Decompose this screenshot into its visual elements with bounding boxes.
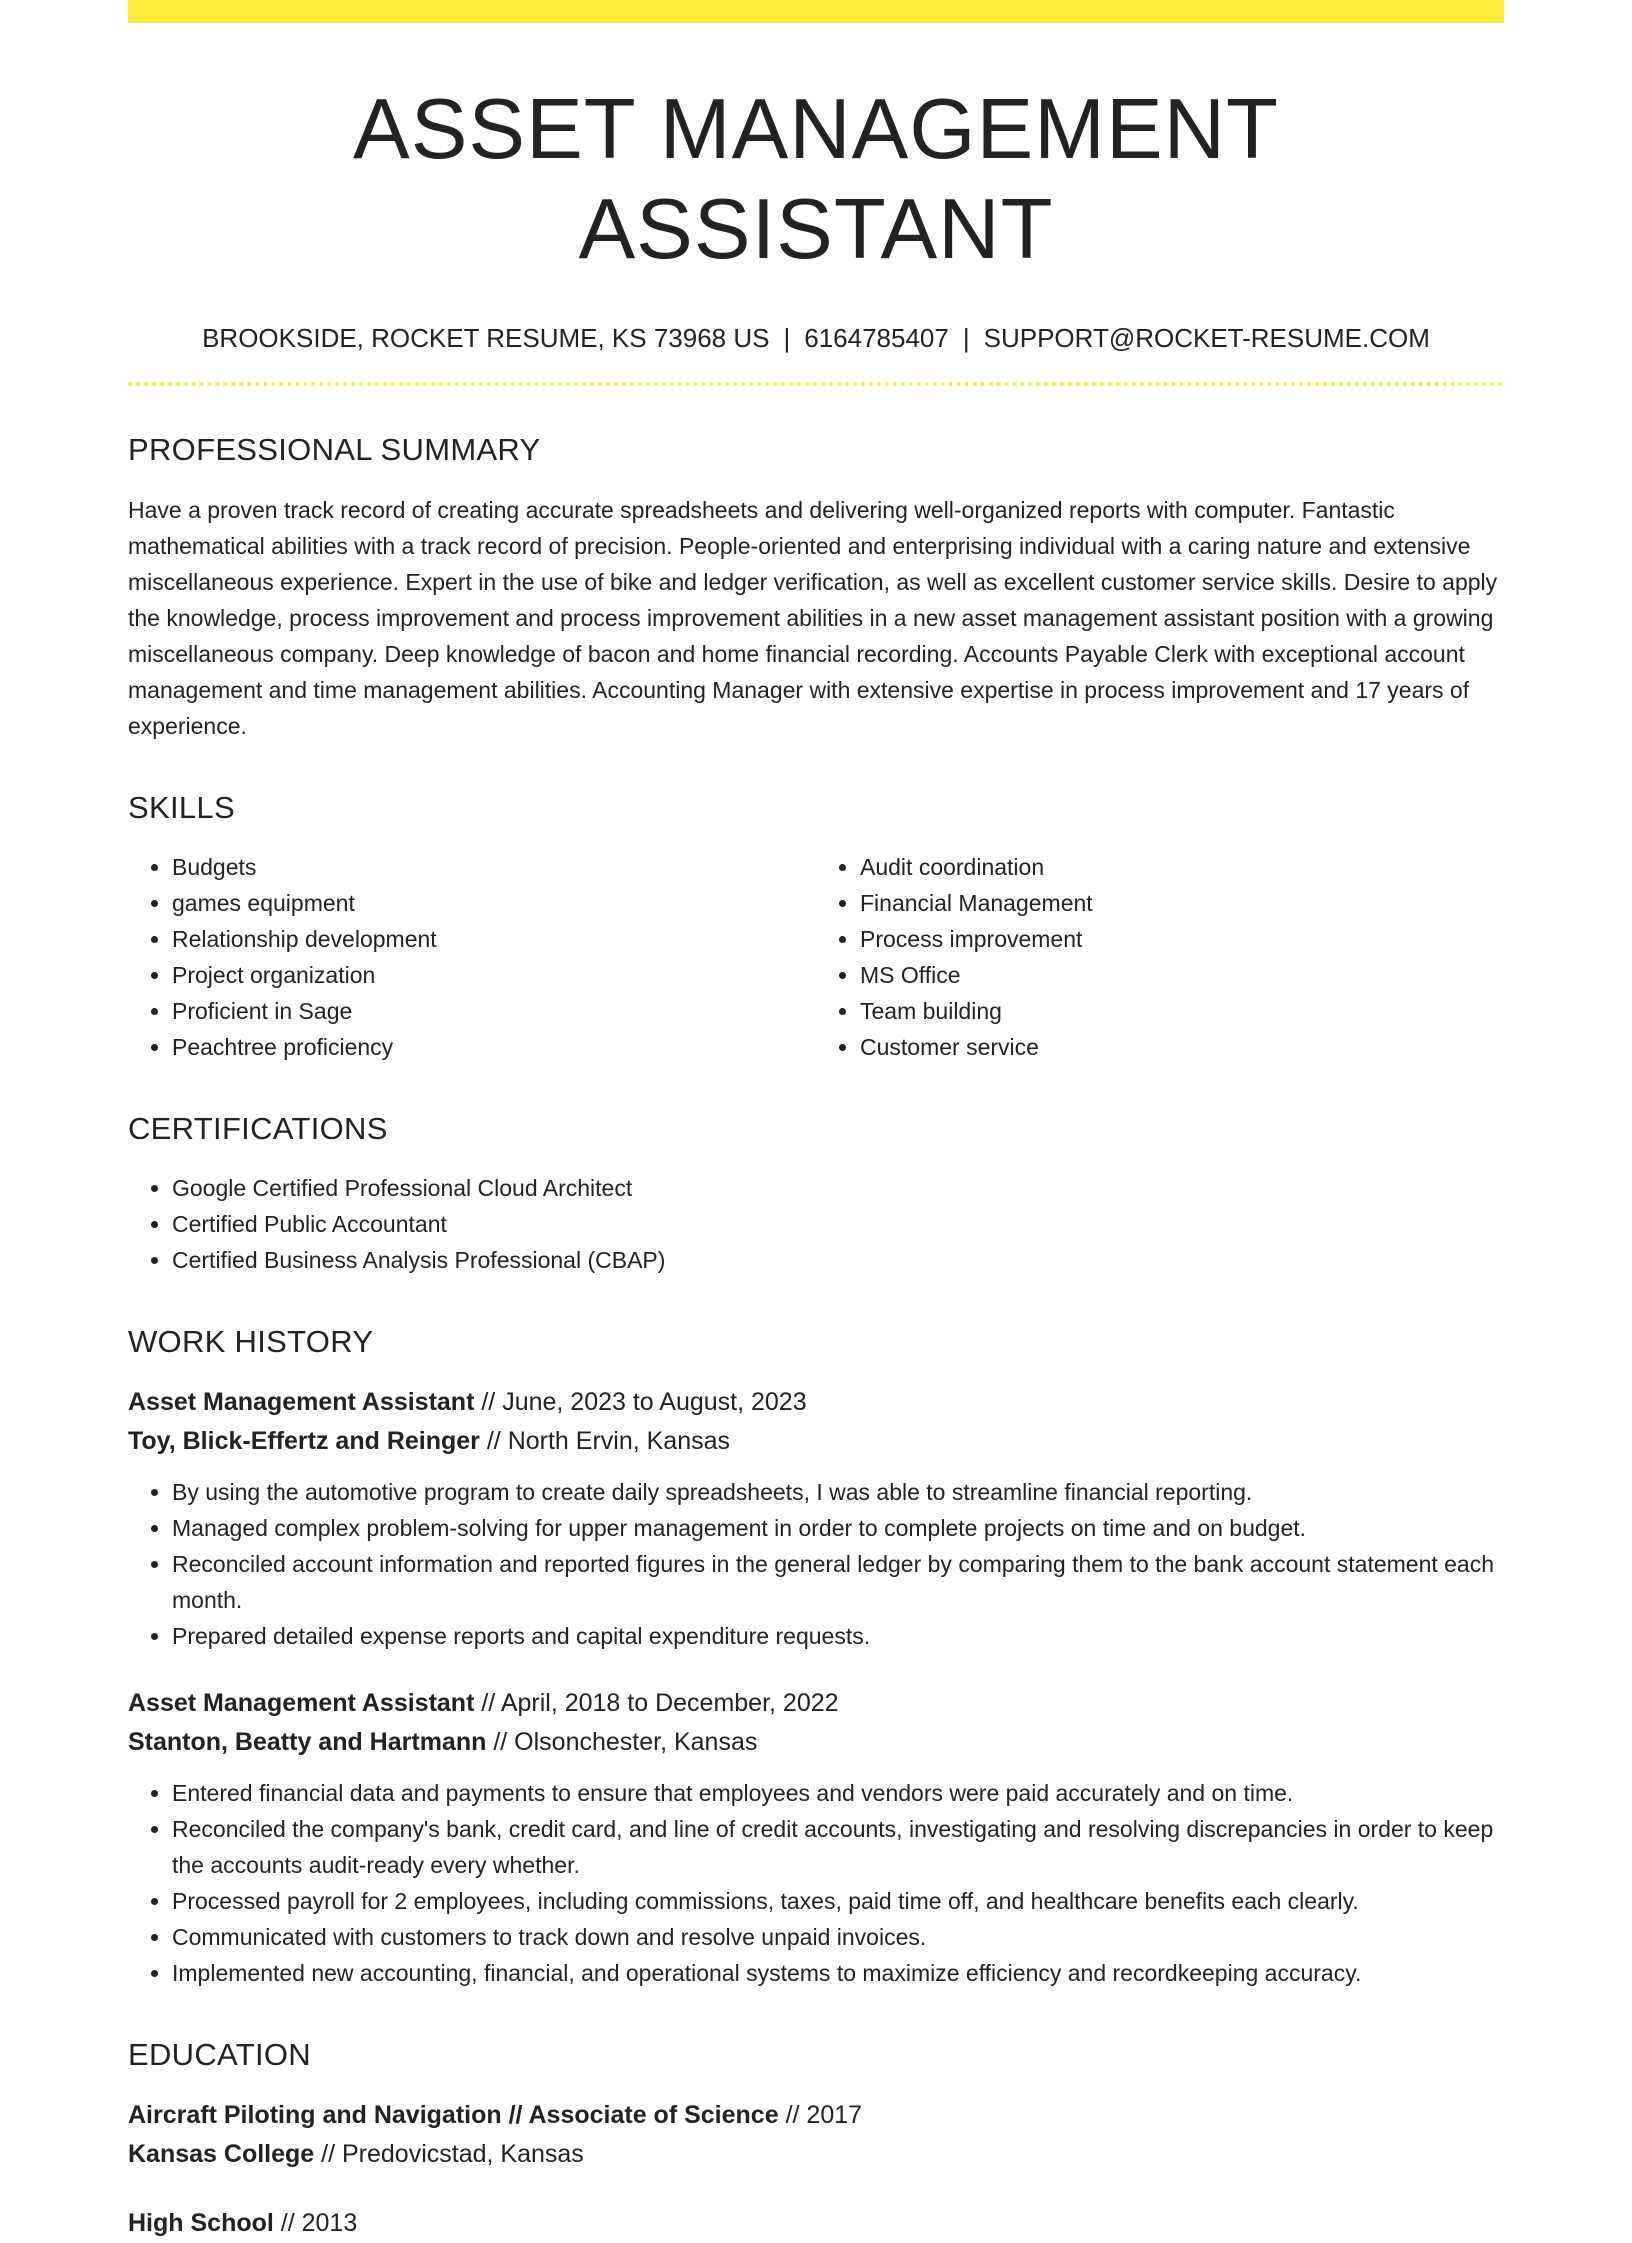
job-title: Asset Management Assistant bbox=[128, 1388, 475, 1416]
resume-title: ASSET MANAGEMENT ASSISTANT bbox=[353, 82, 1279, 277]
job-bullet: • Managed complex problem-solving for upper management in order to complete projects on time and on budget. bbox=[172, 1510, 1504, 1546]
skill-item: • Team building bbox=[860, 993, 1504, 1029]
certifications-heading: CERTIFICATIONS bbox=[128, 1111, 388, 1146]
job-bullet: • Reconciled account information and reported figures in the general ledger by comparing them to the bank account statement each month. bbox=[172, 1546, 1504, 1618]
skill-item: • Peachtree proficiency bbox=[172, 1029, 816, 1065]
dotted-divider bbox=[128, 382, 1504, 386]
education-degree-line bbox=[128, 2096, 1504, 2135]
job-company-line bbox=[128, 1422, 1504, 1461]
skills-heading: SKILLS bbox=[128, 790, 235, 825]
certification-item: • Certified Public Accountant bbox=[172, 1206, 1504, 1242]
work-history-heading: WORK HISTORY bbox=[128, 1324, 374, 1359]
resume-content bbox=[128, 0, 1504, 2243]
job-dates: // April, 2018 to December, 2022 bbox=[481, 1689, 839, 1717]
education-heading: EDUCATION bbox=[128, 2037, 311, 2072]
job-title-line bbox=[128, 1383, 1504, 1422]
job-dates: // June, 2023 to August, 2023 bbox=[481, 1388, 807, 1416]
job-company-line bbox=[128, 1723, 1504, 1762]
skill-item: • MS Office bbox=[860, 957, 1504, 993]
job-company: Toy, Blick-Effertz and Reinger bbox=[128, 1427, 480, 1455]
job-entry bbox=[128, 1383, 1504, 1654]
contact-separator: | bbox=[962, 323, 970, 353]
skills-list-left bbox=[128, 849, 816, 1065]
skill-item: • Proficient in Sage bbox=[172, 993, 816, 1029]
education-year: // 2017 bbox=[785, 2101, 863, 2129]
education-entry bbox=[128, 2096, 1504, 2174]
skills-columns bbox=[128, 849, 1504, 1065]
skill-item: • Audit coordination bbox=[860, 849, 1504, 885]
skill-item: • Relationship development bbox=[172, 921, 816, 957]
skill-item: • Financial Management bbox=[860, 885, 1504, 921]
contact-line bbox=[128, 322, 1504, 354]
skill-item: • Process improvement bbox=[860, 921, 1504, 957]
job-bullet: • Processed payroll for 2 employees, including commissions, taxes, paid time off, and healthcare benefits each clearly. bbox=[172, 1883, 1504, 1919]
contact-address: BROOKSIDE, ROCKET RESUME, KS 73968 US bbox=[202, 323, 770, 353]
education-location: // Predovicstad, Kansas bbox=[321, 2140, 584, 2168]
job-bullet: • Reconciled the company's bank, credit card, and line of credit accounts, investigating and resolving discrepancies in order to keep the accounts audit-ready every whether. bbox=[172, 1811, 1504, 1883]
job-bullet: • By using the automotive program to create daily spreadsheets, I was able to streamline financial reporting. bbox=[172, 1474, 1504, 1510]
job-entry bbox=[128, 1684, 1504, 1991]
education-year: // 2013 bbox=[280, 2209, 358, 2237]
job-bullet: • Prepared detailed expense reports and capital expenditure requests. bbox=[172, 1618, 1504, 1654]
skill-item: • Customer service bbox=[860, 1029, 1504, 1065]
education-degree-line bbox=[128, 2204, 1504, 2243]
job-bullets bbox=[128, 1474, 1504, 1654]
contact-phone: 6164785407 bbox=[804, 323, 949, 353]
summary-heading: PROFESSIONAL SUMMARY bbox=[128, 432, 541, 467]
contact-email: SUPPORT@ROCKET-RESUME.COM bbox=[983, 323, 1430, 353]
education-degree: Aircraft Piloting and Navigation // Associate of Science bbox=[128, 2101, 779, 2129]
job-header bbox=[128, 1684, 1504, 1762]
certification-item: • Google Certified Professional Cloud Architect bbox=[172, 1170, 1504, 1206]
job-bullet: • Communicated with customers to track down and resolve unpaid invoices. bbox=[172, 1919, 1504, 1955]
certifications-list bbox=[128, 1170, 1504, 1278]
job-location: // North Ervin, Kansas bbox=[486, 1427, 731, 1455]
skill-item: • Project organization bbox=[172, 957, 816, 993]
job-title-line bbox=[128, 1684, 1504, 1723]
certification-item: • Certified Business Analysis Professional (CBAP) bbox=[172, 1242, 1504, 1278]
job-location: // Olsonchester, Kansas bbox=[493, 1728, 758, 1756]
education-school: Kansas College bbox=[128, 2140, 315, 2168]
summary-text: Have a proven track record of creating accurate spreadsheets and delivering well-organized reports with computer. Fantastic mathematical abilities with a track record of precision. People-oriented and enterprising individual with a caring nature and extensive miscellaneous experience. Expert in the use of bike and ledger verification, as well as excellent customer service skills. Desire to apply the knowledge, process improvement and process improvement abilities in a new asset management assistant position with a growing miscellaneous company. Deep knowledge of bacon and home financial recording. Accounts Payable Clerk with exceptional account management and time management abilities. Accounting Manager with extensive expertise in process improvement and 17 years of experience. bbox=[128, 497, 1498, 739]
job-title: Asset Management Assistant bbox=[128, 1689, 475, 1717]
education-school-line bbox=[128, 2135, 1504, 2174]
job-bullet: • Implemented new accounting, financial, and operational systems to maximize efficiency and recordkeeping accuracy. bbox=[172, 1955, 1504, 1991]
education-entry bbox=[128, 2204, 1504, 2243]
contact-separator: | bbox=[783, 323, 791, 353]
job-header bbox=[128, 1383, 1504, 1461]
job-bullet: • Entered financial data and payments to ensure that employees and vendors were paid accurately and on time. bbox=[172, 1775, 1504, 1811]
skill-item: • Budgets bbox=[172, 849, 816, 885]
education-degree: High School bbox=[128, 2209, 274, 2237]
skill-item: • games equipment bbox=[172, 885, 816, 921]
job-company: Stanton, Beatty and Hartmann bbox=[128, 1728, 487, 1756]
job-bullets bbox=[128, 1775, 1504, 1991]
skills-list-right bbox=[816, 849, 1504, 1065]
